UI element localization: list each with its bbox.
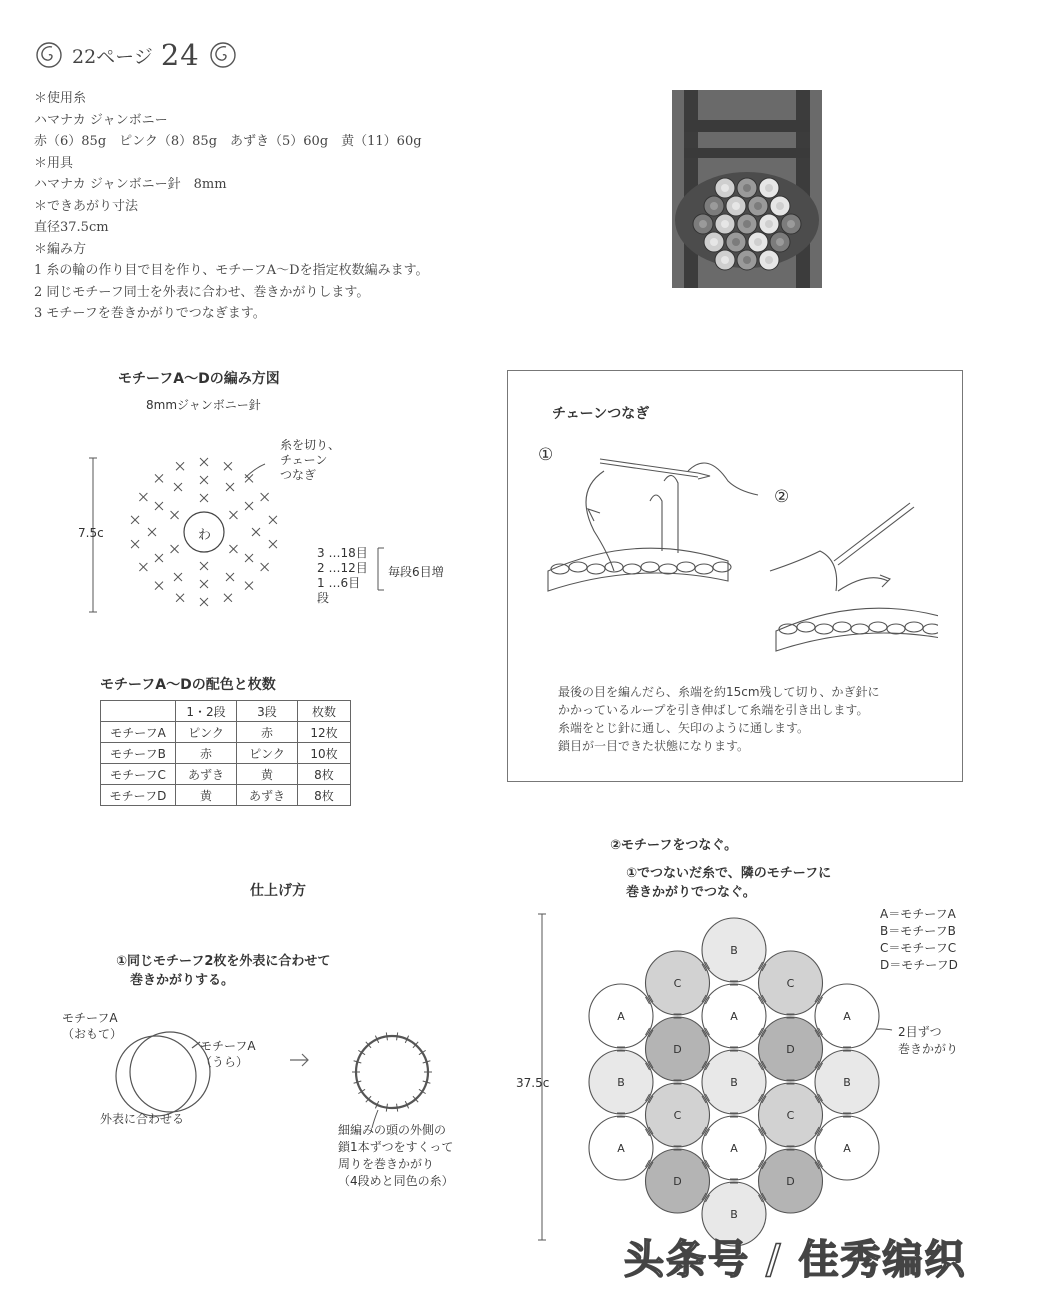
- cushion-motif-center: [699, 220, 707, 228]
- crochet-loop: [587, 564, 605, 574]
- materials-section: [34, 88, 429, 325]
- note-line: チェーン: [280, 453, 328, 467]
- finishing-title: 仕上げ方: [250, 883, 306, 899]
- table-row: [101, 785, 351, 806]
- instruction-line: 糸端をとじ針に通し、矢印のように通します。: [558, 721, 810, 735]
- cushion-motif-center: [765, 184, 773, 192]
- round-number: 1: [317, 576, 325, 590]
- whip-note: [338, 1122, 454, 1190]
- step-line: 巻きかがりする。: [130, 973, 235, 988]
- subtitle-line: 巻きかがりでつなぐ。: [626, 885, 756, 900]
- motif-letter: D: [673, 1043, 682, 1056]
- motif-letter: B: [843, 1076, 851, 1089]
- tools: ハマナカ ジャンボニー針 8mm: [34, 177, 227, 192]
- table-cell: 10枚: [298, 743, 351, 764]
- assembly-diagram: [530, 910, 900, 1250]
- chain-join-title: チェーンつなぎ: [552, 406, 650, 422]
- motif-circle: [702, 1116, 766, 1180]
- note-line: （4段めと同色の糸）: [338, 1174, 454, 1188]
- motif-circle: [589, 1050, 653, 1114]
- align-label: 外表に合わせる: [100, 1112, 185, 1126]
- motif-letter: B: [730, 944, 738, 957]
- motif-letter: D: [673, 1175, 682, 1188]
- motif-circle: [815, 984, 879, 1048]
- cushion-motif-center: [776, 202, 784, 210]
- page-reference: 22ページ: [72, 45, 153, 68]
- motif-circle: [815, 1116, 879, 1180]
- yarn-brand: ハマナカ ジャンボニー: [34, 112, 168, 128]
- finished-cushion-photo: [672, 90, 822, 288]
- motif-circle: [759, 1083, 823, 1147]
- whip-tick: [397, 1104, 398, 1112]
- note-line: 巻きかがり: [898, 1042, 959, 1056]
- label-line: （うら）: [200, 1055, 249, 1069]
- tools-label: ＊用具: [34, 155, 74, 171]
- round-stitches: …6目: [328, 576, 361, 590]
- assembly-title: ②モチーフをつなぐ。: [610, 838, 738, 853]
- cushion-motif-center: [754, 238, 762, 246]
- motif-circle: [589, 1116, 653, 1180]
- motif-letter: A: [843, 1142, 851, 1155]
- cushion-motif-center: [710, 202, 718, 210]
- motif-circle: [646, 1083, 710, 1147]
- yarn-colors: 赤（6）85g ピンク（8）85g あずき（5）60g 黄（11）60g: [34, 134, 422, 149]
- crochet-loop: [887, 624, 905, 634]
- crochet-loop: [833, 622, 851, 632]
- motif-letter: A: [730, 1010, 738, 1023]
- cut-yarn-note: [280, 438, 340, 483]
- cushion-motif-center: [732, 238, 740, 246]
- motif-letter: A: [843, 1010, 851, 1023]
- table-row: [101, 743, 351, 764]
- crochet-loop: [815, 624, 833, 634]
- motif-circle: [646, 951, 710, 1015]
- color-table-title: モチーフA～Dの配色と枚数: [100, 677, 276, 693]
- motif-chart-title: モチーフA～Dの編み方図: [118, 371, 280, 387]
- note-line: 糸を切り、: [280, 438, 341, 452]
- watermark: 头条号 / 佳秀编织: [624, 1237, 967, 1283]
- motif-letter: C: [786, 1109, 795, 1122]
- stitch-note: [898, 1024, 958, 1058]
- table-cell: ピンク: [176, 722, 237, 743]
- cushion-motif-center: [787, 220, 795, 228]
- note-line: 2目ずつ: [898, 1025, 942, 1039]
- crochet-loop: [869, 622, 887, 632]
- table-cell: あずき: [176, 764, 237, 785]
- motif-circle: [702, 1050, 766, 1114]
- page-header: [34, 38, 238, 72]
- crochet-loop: [905, 622, 923, 632]
- pattern-number: 24: [160, 38, 200, 72]
- cushion-motif-center: [765, 220, 773, 228]
- motif-circle: [759, 1017, 823, 1081]
- assembly-subtitle: [626, 864, 831, 902]
- note-line: 細編みの頭の外側の: [338, 1123, 447, 1137]
- motif-letter: D: [786, 1175, 795, 1188]
- motif-stitch-chart: [70, 440, 470, 620]
- round-number: 3: [317, 546, 325, 560]
- table-cell: 黄: [237, 764, 298, 785]
- table-cell: 8枚: [298, 764, 351, 785]
- spiral-icon: [34, 40, 64, 70]
- cushion-motif-center: [743, 184, 751, 192]
- note-line: 鎖1本ずつをすくって: [338, 1140, 454, 1154]
- crochet-loop: [569, 562, 587, 572]
- table-header-cell: 3段: [237, 701, 298, 722]
- motif-circle: [646, 1149, 710, 1213]
- step-marker: ②: [774, 487, 790, 507]
- table-header-cell: 枚数: [298, 701, 351, 722]
- table-header-row: [101, 701, 351, 722]
- table-cell: モチーフB: [101, 743, 176, 764]
- method-step: 3 モチーフを巻きかがりでつなぎます。: [34, 306, 266, 321]
- motif-letter: A: [730, 1142, 738, 1155]
- chain-join-box: [507, 370, 963, 782]
- cushion-motif-center: [721, 184, 729, 192]
- instruction-line: 鎖目が一目できた状態になります。: [558, 739, 750, 753]
- crochet-loop: [695, 564, 713, 574]
- table-header-cell: 1・2段: [176, 701, 237, 722]
- legend-item: A＝モチーフA: [880, 907, 956, 921]
- legend-item: B＝モチーフB: [880, 924, 956, 938]
- whip-tick: [397, 1032, 398, 1040]
- table-cell: モチーフD: [101, 785, 176, 806]
- cushion-motif-center: [710, 238, 718, 246]
- crochet-loop: [851, 624, 869, 634]
- instruction-line: 最後の目を編んだら、糸端を約15cm残して切り、かぎ針に: [558, 685, 880, 699]
- legend-item: D＝モチーフD: [880, 958, 958, 972]
- cushion-motif-center: [743, 256, 751, 264]
- motif-letter: B: [730, 1208, 738, 1221]
- motif-circle: [815, 1050, 879, 1114]
- cushion-motif-center: [721, 220, 729, 228]
- label-line: モチーフA: [200, 1039, 256, 1053]
- method-label: ＊編み方: [34, 241, 87, 257]
- table-cell: あずき: [237, 785, 298, 806]
- size-label: ＊できあがり寸法: [34, 198, 139, 214]
- motif-letter: B: [730, 1076, 738, 1089]
- method-step: 2 同じモチーフ同士を外表に合わせ、巻きかがりします。: [34, 284, 370, 300]
- ring-center-label: わ: [198, 528, 212, 543]
- motif-letter: C: [786, 977, 795, 990]
- table-cell: モチーフC: [101, 764, 176, 785]
- motif-letter: A: [617, 1142, 625, 1155]
- table-row: [101, 764, 351, 785]
- color-table: [100, 700, 351, 806]
- motif-letter: A: [617, 1010, 625, 1023]
- round-unit: 段: [317, 591, 330, 605]
- spiral-icon: [208, 40, 238, 70]
- table-cell: 黄: [176, 785, 237, 806]
- step-marker: ①: [538, 445, 554, 465]
- note-line: つなぎ: [280, 468, 317, 482]
- crochet-loop: [659, 564, 677, 574]
- increase-note: 毎段6目増: [388, 565, 444, 579]
- whip-tick: [386, 1104, 387, 1112]
- round-counts: [317, 546, 368, 606]
- motif-circle: [702, 984, 766, 1048]
- cushion-motif-center: [721, 256, 729, 264]
- table-header-cell: [101, 701, 176, 722]
- round-stitches: …18目: [328, 546, 368, 560]
- crochet-loop: [797, 622, 815, 632]
- motif-circle: [759, 951, 823, 1015]
- cushion-motif-center: [754, 202, 762, 210]
- finishing-step1: [116, 952, 330, 990]
- step-line: ①同じモチーフ2枚を外表に合わせて: [116, 954, 331, 969]
- motif-letter: B: [617, 1076, 625, 1089]
- motif-needle: 8mmジャンボニー針: [146, 398, 261, 412]
- cushion-motif-center: [776, 238, 784, 246]
- finished-size: 直径37.5cm: [34, 220, 109, 235]
- chain-join-illustration: [538, 441, 938, 671]
- crochet-loop: [623, 564, 641, 574]
- note-line: 周りを巻きかがり: [338, 1157, 435, 1171]
- motif-circle: [702, 918, 766, 982]
- method-step: 1 糸の輪の作り目で目を作り、モチーフA～Dを指定枚数編みます。: [34, 263, 429, 278]
- cushion-motif-center: [765, 256, 773, 264]
- table-cell: 赤: [237, 722, 298, 743]
- crochet-loop: [923, 624, 938, 634]
- label-line: モチーフA: [62, 1011, 118, 1025]
- diameter-label: 37.5c: [516, 1076, 550, 1090]
- motif-circle: [589, 984, 653, 1048]
- motif-letter: C: [673, 1109, 682, 1122]
- instruction-line: かかっているループを引き伸ばして糸端を引き出します。: [558, 703, 869, 717]
- label-line: （おもて）: [62, 1027, 123, 1041]
- table-cell: 赤: [176, 743, 237, 764]
- crochet-loop: [677, 562, 695, 572]
- cushion-motif-center: [732, 202, 740, 210]
- cushion-motif-center: [743, 220, 751, 228]
- table-cell: 8枚: [298, 785, 351, 806]
- motif-circle: [759, 1149, 823, 1213]
- chain-join-instructions: [558, 683, 880, 755]
- crochet-loop: [641, 562, 659, 572]
- whip-tick: [386, 1032, 387, 1040]
- table-cell: ピンク: [237, 743, 298, 764]
- subtitle-line: ①でつないだ糸で、隣のモチーフに: [626, 866, 832, 881]
- table-cell: モチーフA: [101, 722, 176, 743]
- motif-letter: D: [786, 1043, 795, 1056]
- round-number: 2: [317, 561, 325, 575]
- motif-letter: C: [673, 977, 682, 990]
- table-row: [101, 722, 351, 743]
- round-stitches: …12目: [328, 561, 368, 575]
- legend-item: C＝モチーフC: [880, 941, 957, 955]
- table-cell: 12枚: [298, 722, 351, 743]
- motif-circle: [646, 1017, 710, 1081]
- yarn-label: ＊使用糸: [34, 91, 87, 106]
- motif-size-label: 7.5c: [78, 526, 104, 540]
